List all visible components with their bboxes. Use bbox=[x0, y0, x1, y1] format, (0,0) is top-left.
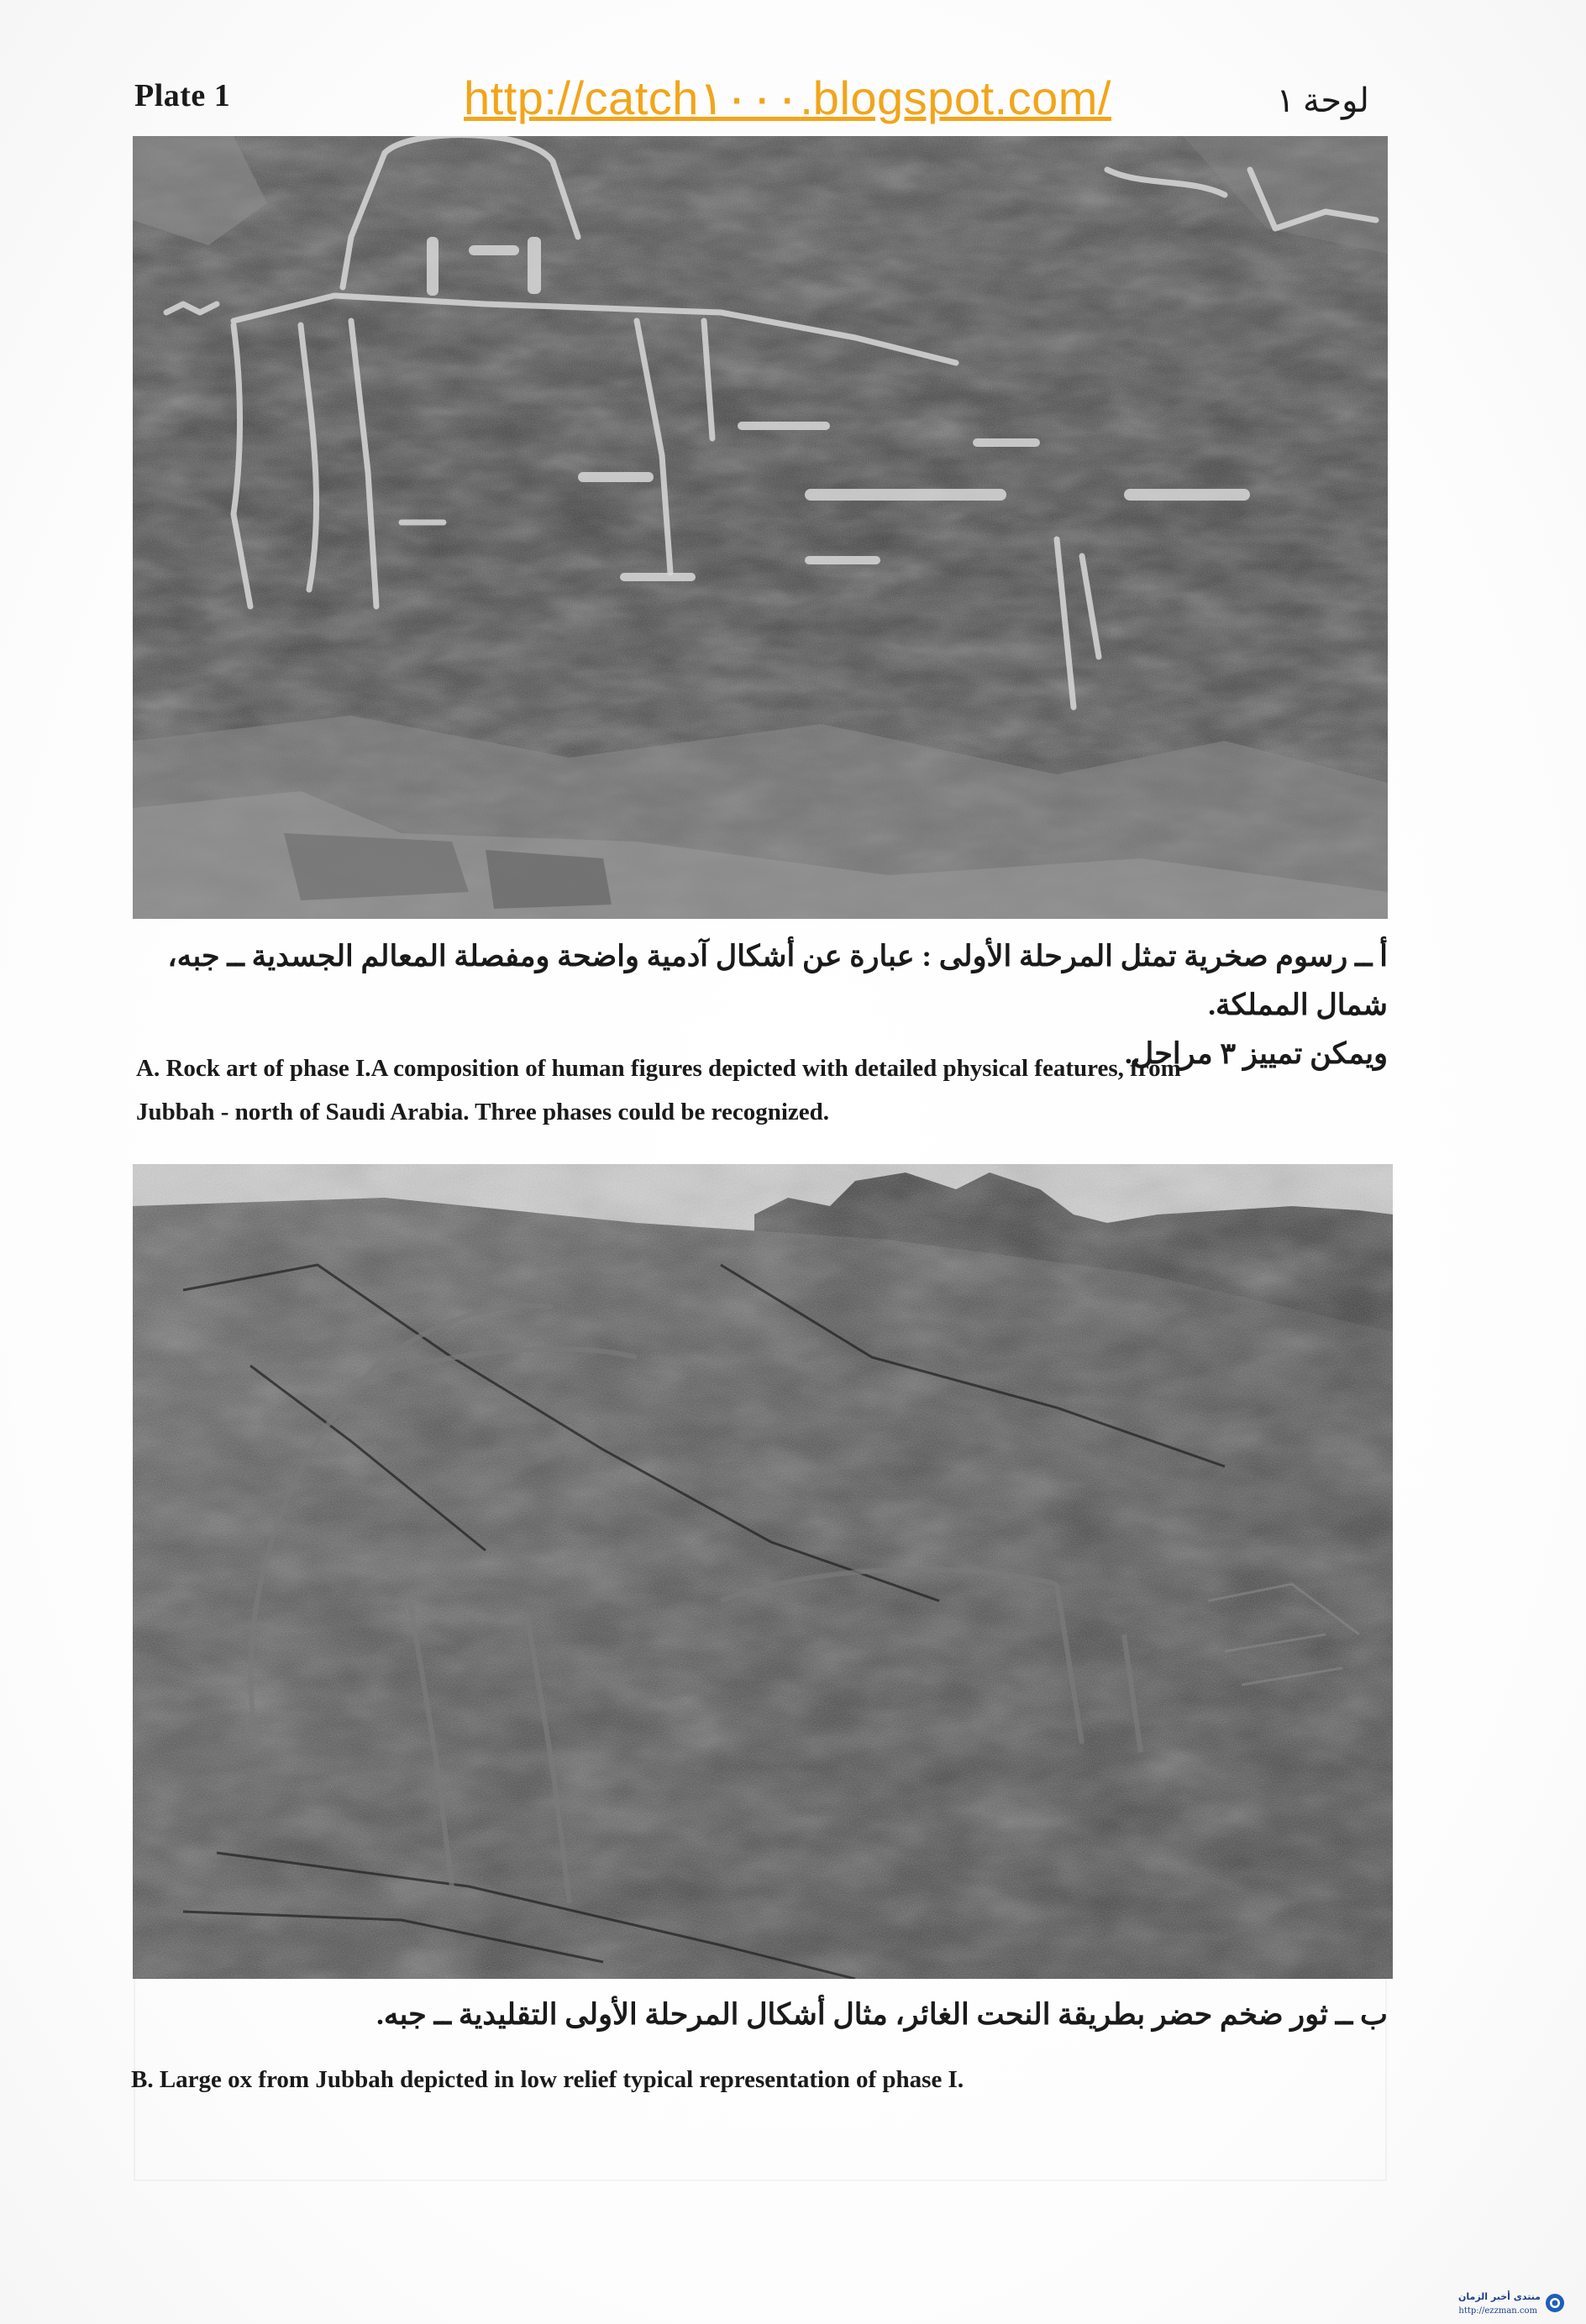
caption-a-english-line1: A. Rock art of phase I.A composition of human figures depicted with detailed physical features, from bbox=[136, 1055, 1181, 1082]
forum-watermark-name: منتدى أخبر الزمان bbox=[1458, 2291, 1541, 2302]
plate-label: Plate 1 bbox=[134, 78, 231, 113]
forum-logo-icon bbox=[1544, 2292, 1566, 2314]
caption-b-arabic: ب ــ ثور ضخم حضر بطريقة النحت الغائر، مثال أشكال المرحلة الأولى التقليدية ــ جبه. bbox=[376, 1998, 1388, 2031]
caption-a-arabic-line1: أ ــ رسوم صخرية تمثل المرحلة الأولى : عبارة عن أشكال آدمية واضحة ومفصلة المعالم الجسدية ــ جبه، شمال المملكة. bbox=[167, 940, 1388, 1021]
forum-watermark-url: http://ezzman.com bbox=[1458, 2306, 1537, 2316]
caption-a-english-line2: Jubbah - north of Saudi Arabia. Three phases could be recognized. bbox=[136, 1099, 830, 1125]
caption-a-arabic-line2: ويمكن تمييز ٣ مراحل. bbox=[1124, 1037, 1388, 1070]
plate-label-arabic: لوحة ١ bbox=[1276, 81, 1369, 119]
rock-art-photo-a bbox=[133, 136, 1388, 919]
rock-art-photo-b-image bbox=[133, 1164, 1393, 1979]
blog-url-link[interactable]: http://catch١٠٠٠.blogspot.com/ bbox=[464, 71, 1111, 124]
caption-b-english: B. Large ox from Jubbah depicted in low relief typical representation of phase I. bbox=[131, 2066, 964, 2093]
rock-art-photo-a-image bbox=[133, 136, 1388, 919]
rock-art-photo-b bbox=[133, 1164, 1393, 1979]
caption-a-english bbox=[136, 1047, 1363, 1134]
